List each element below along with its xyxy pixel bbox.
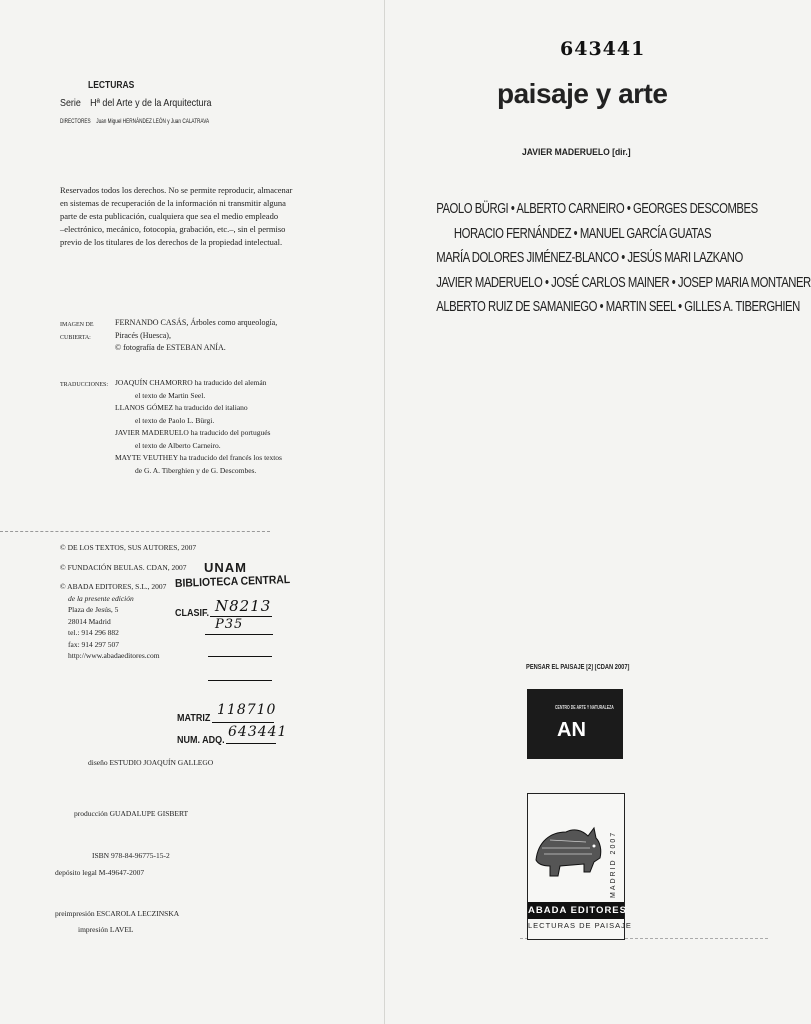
cover-image-label: IMAGEN DE CUBIERTA: bbox=[60, 322, 94, 341]
stamp-line bbox=[208, 680, 272, 681]
print-credit: impresión LAVEL bbox=[78, 925, 134, 934]
cover-line: Piracés (Huesca), bbox=[115, 330, 171, 340]
translations-credit bbox=[60, 377, 380, 477]
authors-line: HORACIO FERNÁNDEZ • MANUEL GARCÍA GUATAS bbox=[453, 226, 712, 242]
series-prefix: Serie bbox=[60, 97, 81, 109]
series-label: LECTURAS bbox=[88, 80, 135, 91]
legal-deposit: depósito legal M-49647-2007 bbox=[55, 868, 145, 877]
production-credit: producción GUADALUPE GISBERT bbox=[74, 809, 189, 818]
fax-line: fax: 914 297 507 bbox=[68, 639, 120, 649]
copyright-line: © ABADA EDITORES, S.L., 2007 bbox=[60, 582, 167, 591]
rights-line: Reservados todos los derechos. No se permite reproducir, almacenar bbox=[60, 185, 293, 195]
stamp-clasif-value: N8213 bbox=[215, 597, 272, 615]
stamp-unam: UNAM bbox=[204, 560, 247, 575]
cdan-logo bbox=[527, 689, 623, 759]
address-line: 28014 Madrid bbox=[68, 616, 111, 626]
stamp-num-label: NUM. ADQ. bbox=[177, 735, 225, 746]
design-credit: diseño ESTUDIO JOAQUÍN GALLEGO bbox=[88, 758, 214, 767]
directors-line bbox=[60, 118, 209, 125]
publisher-city-year: MADRID 2007 bbox=[610, 830, 617, 898]
copyright-line: de la presente edición bbox=[68, 593, 134, 603]
copyright-line: © DE LOS TEXTOS, SUS AUTORES, 2007 bbox=[60, 543, 197, 552]
isbn: ISBN 978-84-96775-15-2 bbox=[92, 851, 170, 860]
translations-label: TRADUCCIONES: bbox=[60, 382, 109, 388]
rights-line: en sistemas de recuperación de la información ni transmitir alguna bbox=[60, 198, 286, 208]
copyright-line: © FUNDACIÓN BEULAS. CDAN, 2007 bbox=[60, 562, 187, 572]
directors-label: DIRECTORES bbox=[60, 118, 91, 125]
book-editor: JAVIER MADERUELO [dir.] bbox=[522, 147, 631, 158]
phone-line: tel.: 914 296 882 bbox=[68, 628, 119, 637]
translation-line: JOAQUÍN CHAMORRO ha traducido del alemán bbox=[115, 378, 267, 387]
book-title: paisaje y arte bbox=[497, 78, 668, 109]
series-line bbox=[60, 97, 211, 109]
website-link[interactable]: http://www.abadaeditores.com bbox=[68, 651, 160, 660]
translation-line: JAVIER MADERUELO ha traducido del portugués bbox=[115, 428, 271, 437]
cdan-logo-text: AN bbox=[557, 719, 586, 741]
stamp-clasif-value-2: P35 bbox=[215, 617, 244, 632]
authors-line: JAVIER MADERUELO • JOSÉ CARLOS MAINER • JOSEP MARIA MONTANER bbox=[436, 275, 811, 291]
stamp-line bbox=[226, 743, 276, 744]
directors-names: Juan Miguel HERNÁNDEZ LEÓN y Juan CALATRAVA bbox=[96, 118, 210, 125]
stamp-num-value: 643441 bbox=[228, 724, 288, 740]
preprint-credit: preimpresión ESCAROLA LECZINSKA bbox=[55, 909, 180, 918]
translation-line: MAYTE VEUTHEY ha traducido del francés los textos bbox=[115, 453, 282, 462]
translation-line: el texto de Martin Seel. bbox=[135, 390, 206, 400]
stamp-matriz-label: MATRIZ bbox=[177, 713, 211, 724]
publisher-series: LECTURAS DE PAISAJE bbox=[528, 921, 632, 930]
translation-line: LLANOS GÓMEZ ha traducido del italiano bbox=[115, 403, 248, 412]
cdan-top-text: CENTRO DE ARTE Y NATURALEZA bbox=[555, 705, 614, 711]
rights-line: –electrónico, mecánico, fotocopia, grabación, etc.–, sin el permiso bbox=[60, 224, 286, 234]
stamp-library: BIBLIOTECA CENTRAL bbox=[174, 573, 291, 590]
authors-line: MARÍA DOLORES JIMÉNEZ-BLANCO • JESÚS MARI LAZKANO bbox=[436, 250, 743, 266]
rights-line: previo de los titulares de los derechos de la propiedad intelectual. bbox=[60, 237, 283, 247]
collection-label: PENSAR EL PAISAJE [2] [CDAN 2007] bbox=[526, 664, 630, 671]
stamp-line bbox=[205, 634, 273, 635]
stamp-line bbox=[208, 656, 272, 657]
translation-line: el texto de Alberto Carneiro. bbox=[135, 440, 221, 450]
rhinoceros-icon bbox=[530, 798, 606, 902]
rights-notice bbox=[60, 184, 360, 249]
page-fold bbox=[384, 0, 385, 1024]
cut-line bbox=[0, 531, 270, 532]
cover-image-credit bbox=[60, 317, 380, 355]
translation-line: el texto de Paolo L. Bürgi. bbox=[135, 415, 215, 425]
publisher-logo bbox=[527, 793, 632, 940]
cover-line: FERNANDO CASÁS, Árboles como arqueología, bbox=[115, 318, 278, 327]
authors-line: ALBERTO RUIZ DE SAMANIEGO • MARTIN SEEL • GILLES A. TIBERGHIEN bbox=[436, 299, 800, 315]
stamp-clasif-label: CLASIF. bbox=[175, 608, 210, 619]
rights-line: parte de esta publicación, cualquiera que sea el medio empleado bbox=[60, 211, 279, 221]
cover-line: © fotografía de ESTEBAN ANÍA. bbox=[115, 343, 226, 352]
translation-line: de G. A. Tiberghien y de G. Descombes. bbox=[135, 465, 257, 475]
publisher-name: ABADA EDITORES bbox=[528, 902, 624, 919]
stamp-matriz-value: 118710 bbox=[217, 702, 277, 718]
handwritten-number: 643441 bbox=[560, 38, 646, 60]
address-line: Plaza de Jesús, 5 bbox=[68, 605, 119, 614]
stamp-line bbox=[212, 722, 274, 723]
authors-line: PAOLO BÜRGI • ALBERTO CARNEIRO • GEORGES DESCOMBES bbox=[436, 201, 758, 217]
series-name: Hª del Arte y de la Arquitectura bbox=[90, 97, 212, 109]
